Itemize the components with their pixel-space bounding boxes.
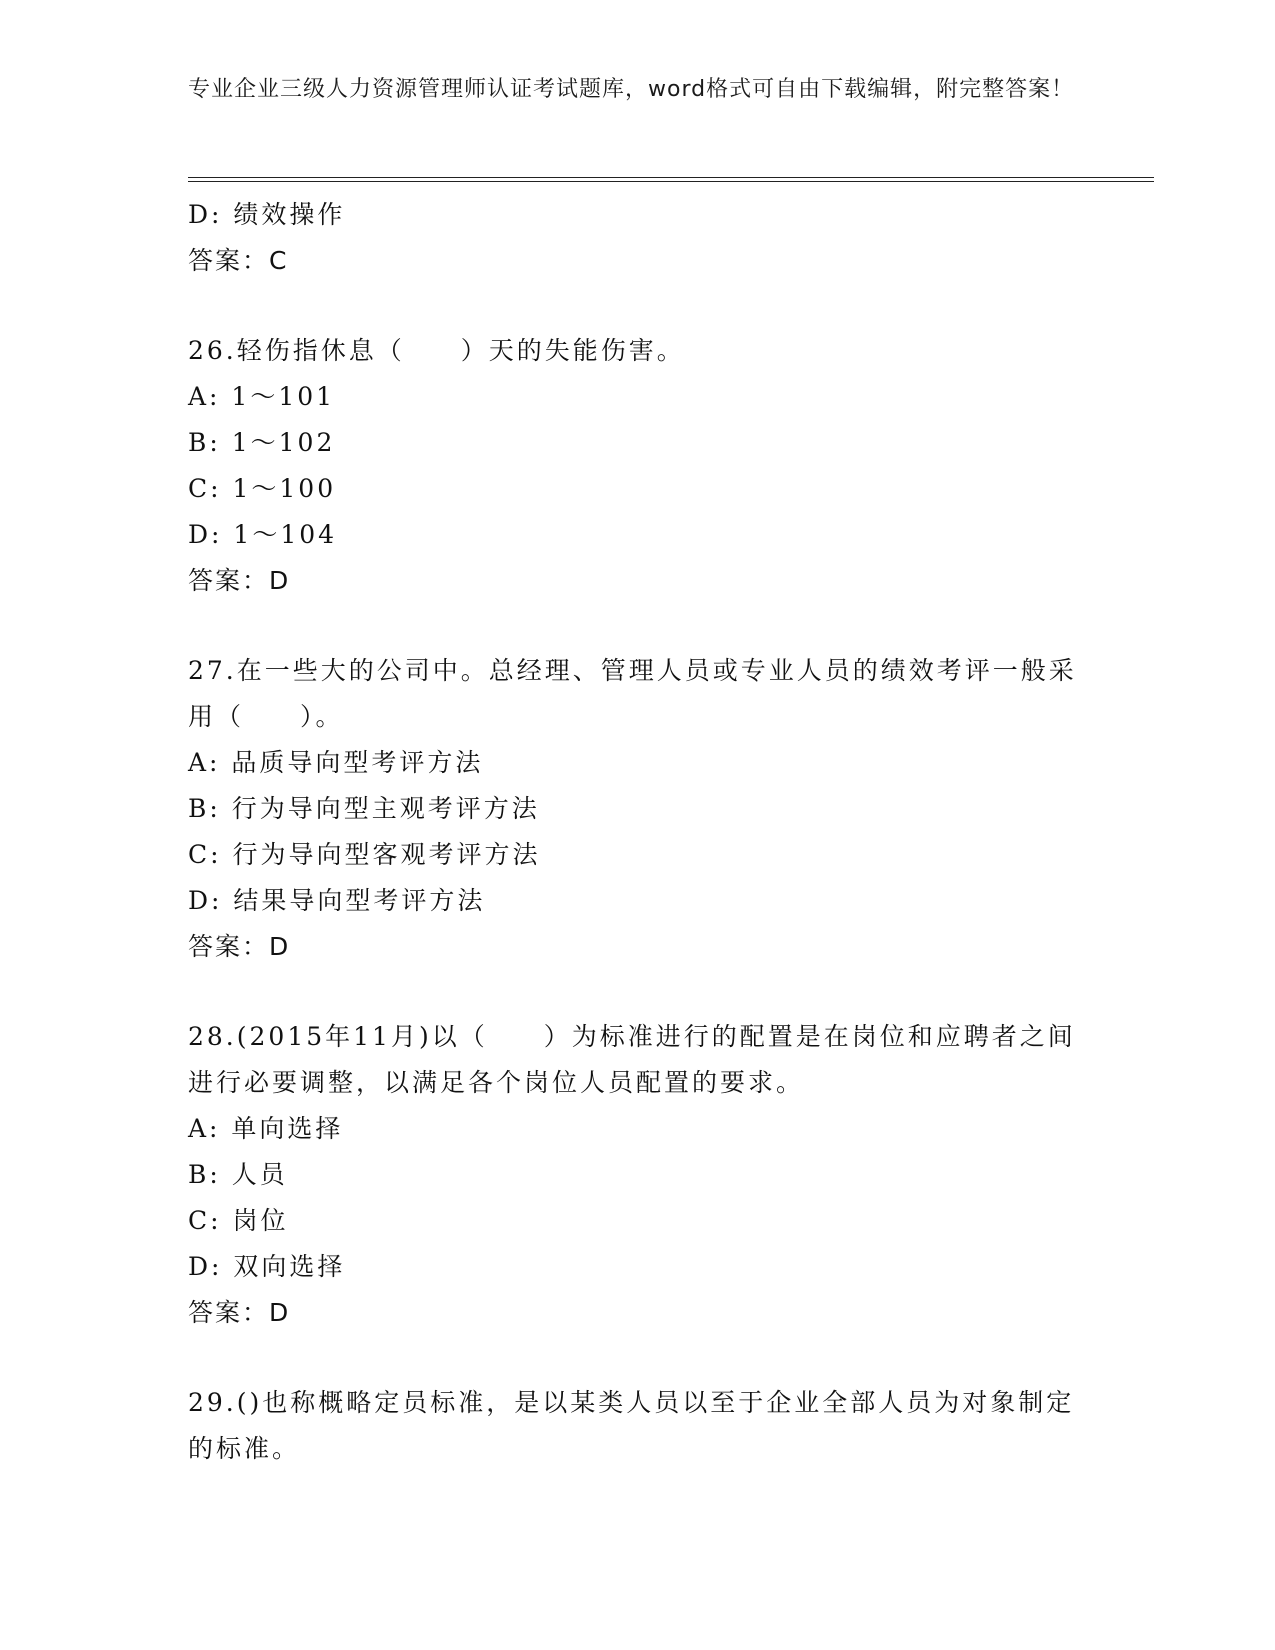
question-29 <box>188 1380 1088 1472</box>
answer-line: 答案：C <box>188 246 289 275</box>
answer-line: 答案：D <box>188 932 291 961</box>
question-text: 28.(2015年11月)以（ ）为标准进行的配置是在岗位和应聘者之间进行必要调整，以满足各个岗位人员配置的要求。 <box>188 1022 1076 1097</box>
option-b: B: 行为导向型主观考评方法 <box>188 794 540 823</box>
question-27 <box>188 648 1088 970</box>
option-d: D: 结果导向型考评方法 <box>188 886 486 915</box>
question-list <box>188 192 1088 1472</box>
answer-line: 答案：D <box>188 1298 291 1327</box>
option-c: C: 岗位 <box>188 1206 289 1235</box>
header-divider <box>188 177 1154 182</box>
option-d: D: 1～104 <box>188 520 338 549</box>
question-text: 27.在一些大的公司中。总经理、管理人员或专业人员的绩效考评一般采用（ ）。 <box>188 656 1077 731</box>
option-a: A: 1～101 <box>188 382 336 411</box>
option-a: A: 单向选择 <box>188 1114 344 1143</box>
option-d: D: 绩效操作 <box>188 200 346 229</box>
option-b: B: 人员 <box>188 1160 288 1189</box>
question-text: 29.()也称概略定员标准，是以某类人员以至于企业全部人员为对象制定的标准。 <box>188 1388 1075 1463</box>
question-text: 26.轻伤指休息（ ）天的失能伤害。 <box>188 336 685 365</box>
option-c: C: 1～100 <box>188 474 337 503</box>
option-b: B: 1～102 <box>188 428 336 457</box>
answer-line: 答案：D <box>188 566 291 595</box>
option-c: C: 行为导向型客观考评方法 <box>188 840 541 869</box>
header-note: 专业企业三级人力资源管理师认证考试题库，word格式可自由下载编辑，附完整答案！ <box>188 77 1075 102</box>
option-a: A: 品质导向型考评方法 <box>188 748 484 777</box>
question-26 <box>188 328 1088 604</box>
option-d: D: 双向选择 <box>188 1252 346 1281</box>
question-28 <box>188 1014 1088 1336</box>
